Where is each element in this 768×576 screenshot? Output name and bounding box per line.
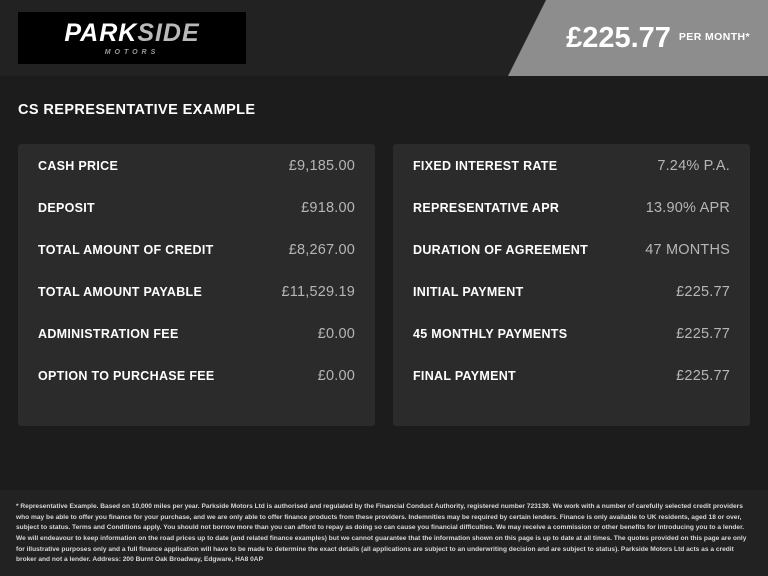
row-label: INITIAL PAYMENT <box>413 285 524 299</box>
parkside-motors-logo <box>18 12 246 64</box>
table-row <box>38 200 355 242</box>
table-row <box>38 242 355 284</box>
logo-wordmark <box>64 18 200 47</box>
row-value: £11,529.19 <box>281 284 355 300</box>
row-value: £0.00 <box>317 326 355 342</box>
table-row <box>38 368 355 410</box>
row-value: £8,267.00 <box>288 242 355 258</box>
row-value: 47 MONTHS <box>645 242 730 258</box>
table-row <box>413 200 730 242</box>
row-label: ADMINISTRATION FEE <box>38 327 179 341</box>
table-row <box>413 284 730 326</box>
disclaimer-text: * Representative Example. Based on 10,000 miles per year. Parkside Motors Ltd is authorised and regulated by the Financial Conduct Authority, registered number 723139. We work with a number of carefully selected credit providers who may be able to offer you finance for your purchase, and we are only able to offer finance products from these providers. Indemnities may be required by certain lenders. Finance is only available to UK residents, aged 18 or over, subject to status. Terms and Conditions apply. You should not borrow more than you can afford to repay as doing so can cause you financial difficulties. We may receive a commission or other benefits for introducing you to a lender. We will endeavour to keep information on the road prices up to date (and related finance examples) but we cannot guarantee that the information shown on this page is up to date at all times. The quotes provided on this page are only for illustrative purposes only and a full finance application will have to be made to determine the exact details (all applications are subject to an underwriting decision and are subject to status). Parkside Motors Ltd acts as a credit broker and not a lender. Address: 200 Burnt Oak Broadway, Edgware, HA8 0AP <box>16 502 747 564</box>
footer-disclaimer <box>0 490 768 576</box>
row-label: CASH PRICE <box>38 159 119 173</box>
row-label: FIXED INTEREST RATE <box>413 159 558 173</box>
table-row <box>413 326 730 368</box>
table-row <box>413 158 730 200</box>
table-row <box>413 368 730 410</box>
monthly-price-label: PER MONTH* <box>678 31 750 43</box>
row-value: 7.24% P.A. <box>657 158 730 174</box>
finance-panel-right <box>393 144 750 426</box>
table-row <box>413 242 730 284</box>
table-row <box>38 158 355 200</box>
row-label: TOTAL AMOUNT PAYABLE <box>38 285 203 299</box>
row-label: OPTION TO PURCHASE FEE <box>38 369 215 383</box>
row-value: £9,185.00 <box>288 158 355 174</box>
row-label: FINAL PAYMENT <box>413 369 516 383</box>
row-value: £918.00 <box>301 200 355 216</box>
monthly-price-value: £225.77 <box>566 21 671 54</box>
logo-side-text: SIDE <box>137 18 200 47</box>
logo-subtitle: MOTORS <box>104 48 160 56</box>
row-label: 45 MONTHLY PAYMENTS <box>413 327 568 341</box>
page-title: CS REPRESENTATIVE EXAMPLE <box>18 102 256 118</box>
row-value: £225.77 <box>676 284 730 300</box>
logo-park-text: PARK <box>64 18 138 47</box>
row-label: TOTAL AMOUNT OF CREDIT <box>38 243 214 257</box>
finance-details-panels <box>18 144 750 426</box>
row-label: DEPOSIT <box>38 201 95 215</box>
table-row <box>38 284 355 326</box>
row-label: REPRESENTATIVE APR <box>413 201 560 215</box>
row-value: £225.77 <box>676 368 730 384</box>
row-value: 13.90% APR <box>645 200 730 216</box>
monthly-price-block <box>566 0 750 76</box>
finance-panel-left <box>18 144 375 426</box>
table-row <box>38 326 355 368</box>
row-label: DURATION OF AGREEMENT <box>413 243 589 257</box>
row-value: £0.00 <box>317 368 355 384</box>
page-header <box>0 0 768 76</box>
row-value: £225.77 <box>676 326 730 342</box>
